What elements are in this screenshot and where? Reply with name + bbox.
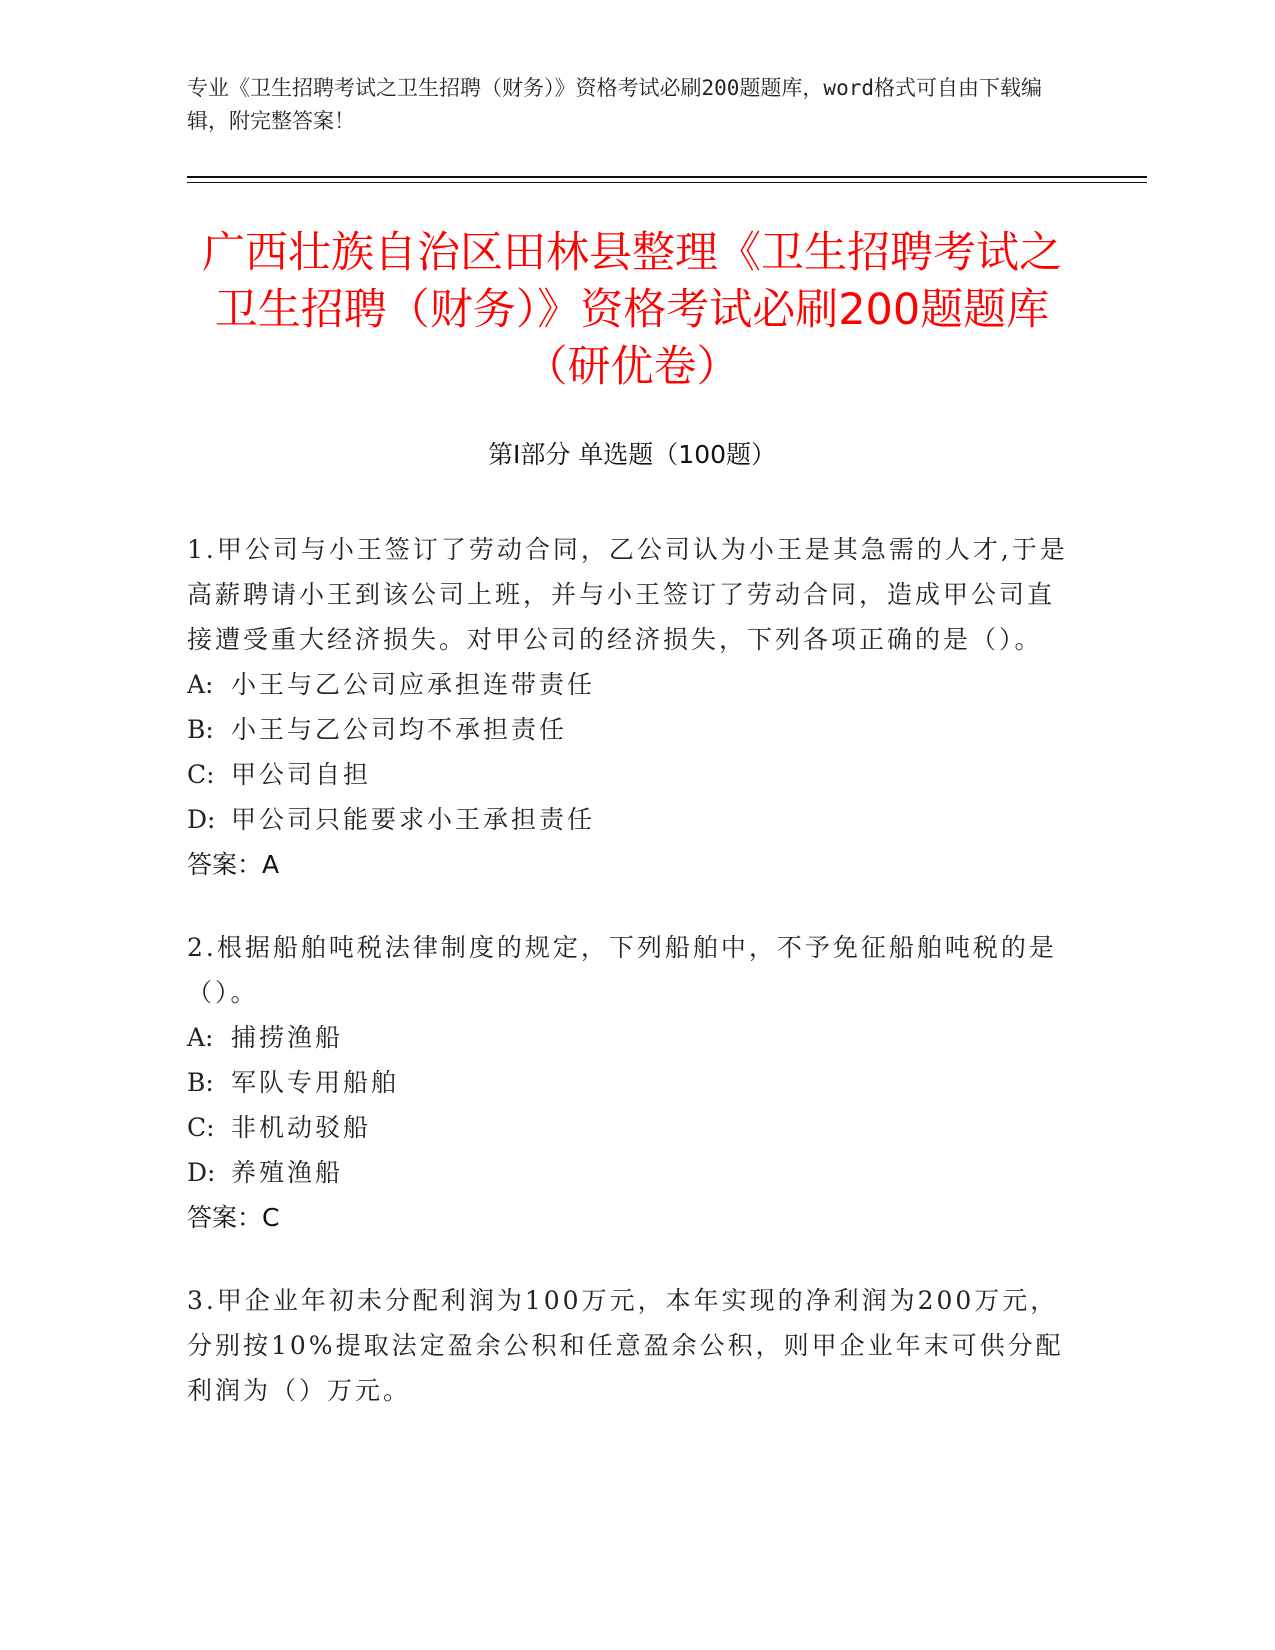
option-label: B: — [187, 715, 214, 744]
option-text: 小王与乙公司应承担连带责任 — [231, 670, 596, 699]
question-2 — [187, 925, 1077, 1240]
option-d — [187, 797, 1077, 842]
question-3 — [187, 1278, 1077, 1413]
option-c — [187, 752, 1077, 797]
question-text: 1.甲公司与小王签订了劳动合同，乙公司认为小王是其急需的人才,于是高薪聘请小王到该公司上班，并与小王签订了劳动合同，造成甲公司直接遭受重大经济损失。对甲公司的经济损失，下列各项正确的是（）。 — [187, 535, 1068, 654]
answer: 答案：C — [187, 1203, 280, 1232]
option-text: 养殖渔船 — [231, 1158, 344, 1187]
option-label: C: — [187, 1113, 215, 1142]
option-c — [187, 1105, 1077, 1150]
option-a — [187, 662, 1077, 707]
header-divider-thin — [187, 182, 1147, 183]
question-list — [187, 527, 1077, 1451]
option-label: D: — [187, 805, 216, 834]
option-b — [187, 707, 1077, 752]
option-text: 非机动驳船 — [231, 1113, 372, 1142]
section-title: 第Ⅰ部分 单选题（100题） — [487, 440, 777, 469]
option-text: 小王与乙公司均不承担责任 — [231, 715, 568, 744]
option-text: 甲公司只能要求小王承担责任 — [231, 805, 596, 834]
option-text: 军队专用船舶 — [231, 1068, 400, 1097]
document-title: 广西壮族自治区田林县整理《卫生招聘考试之卫生招聘（财务）》资格考试必刷200题题库（研优卷） — [202, 228, 1062, 392]
option-label: B: — [187, 1068, 214, 1097]
option-label: A: — [187, 670, 214, 699]
option-text: 甲公司自担 — [231, 760, 372, 789]
option-label: D: — [187, 1158, 216, 1187]
question-1 — [187, 527, 1077, 887]
question-text: 2.根据船舶吨税法律制度的规定，下列船舶中，不予免征船舶吨税的是（）。 — [187, 933, 1057, 1007]
option-d — [187, 1150, 1077, 1195]
answer: 答案：A — [187, 850, 280, 879]
option-a — [187, 1015, 1077, 1060]
option-text: 捕捞渔船 — [231, 1023, 344, 1052]
option-b — [187, 1060, 1077, 1105]
option-label: A: — [187, 1023, 214, 1052]
header-divider-thick — [187, 176, 1147, 178]
header-note: 专业《卫生招聘考试之卫生招聘（财务）》资格考试必刷200题题库，word格式可自由下载编辑，附完整答案！ — [187, 76, 1042, 133]
option-label: C: — [187, 760, 215, 789]
question-text: 3.甲企业年初未分配利润为100万元，本年实现的净利润为200万元，分别按10%提取法定盈余公积和任意盈余公积，则甲企业年末可供分配利润为（）万元。 — [187, 1286, 1064, 1405]
